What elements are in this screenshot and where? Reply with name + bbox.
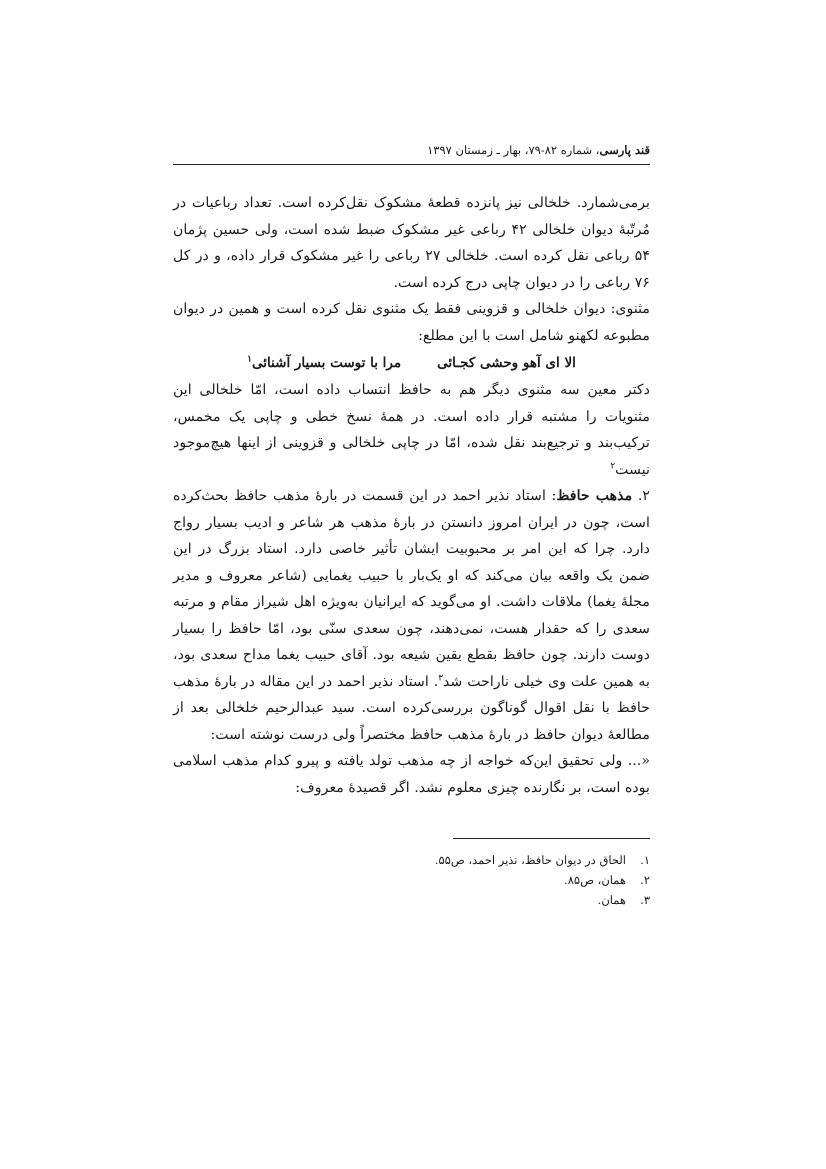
paragraph-religion-text-a: : استاد نذیر احمد در این قسمت در بارهٔ مذهب حافظ بحث‌کرده است، چون در ایران امروز دانستن در بارهٔ مذهب هر شاعر و ادیب بسیار رواج دارد. چرا که این امر بر محبوبیت ایشان تأثیر خاصی دارد. استاد بزرگ در این ضمن یک واقعه بیان می‌کند که او یک‌بار با حبیب یغمایی (شاعر معروف و مدیر مجلهٔ یغما) ملاقات داشت. او می‌گوید که ایرانیان به‌ویژه اهل شیراز مقام و مرتبه سعدی را که حقدار هست، نمی‌دهند، چون سعدی سنّی بود، امّا حافظ را بسیار دوست دارند. چون حافظ بقطع یقین شیعه بود. آقای حبیب یغما مداح سعدی بود، به همین علت وی خیلی ناراحت شد xyxy=(173,488,650,690)
verse-couplet xyxy=(173,349,650,377)
footnote-rule xyxy=(453,838,650,839)
body-text xyxy=(173,190,650,801)
footnote-1 xyxy=(173,850,650,870)
header-rule xyxy=(173,164,650,165)
footnote-number: ۱. xyxy=(640,853,650,867)
footnote-text: همان، ص۸۵. xyxy=(564,873,626,887)
paragraph-quatrains: برمی‌شمارد. خلخالی نیز پانزده قطعهٔ مشکوک نقل‌کرده است. تعداد رباعیات در مُرتّبهٔ دیوان خلخالی ۴۲ رباعی غیر مشکوک ضبط شده است، ولی حسین پژمان ۵۴ رباعی نقل کرده است. خلخالی ۲۷ رباعی را غیر مشکوک قرار داده، و در کل ۷۶ رباعی را در دیوان چاپی درج کرده است. xyxy=(173,195,650,291)
footnotes xyxy=(173,850,650,910)
journal-name: قند پارسی xyxy=(599,143,650,157)
paragraph-religion-text-b: . استاد نذیر احمد در این مقاله در بارهٔ مذهب حافظ با نقل اقوال گوناگون بررسی‌کرده است. سید عبدالرحیم خلخالی بعد از مطالعهٔ دیوان حافظ در بارهٔ مذهب حافظ مختصراً ولی درست نوشته است: xyxy=(173,673,650,743)
footnote-ref-3: ۳ xyxy=(438,672,444,683)
footnote-text: الحاق در دیوان حافظ، نذیر احمد، ص۵۵. xyxy=(434,853,626,867)
item-title: مذهب حافظ xyxy=(556,488,633,504)
item-number: ۲. xyxy=(637,488,650,504)
footnote-number: ۲. xyxy=(640,873,650,887)
paragraph-quote: «... ولی تحقیق این‌که خواجه از چه مذهب تولد یافته و پیرو کدام مذهب اسلامی بوده است، بر نگارنده چیزی معلوم نشد. اگر قصیدهٔ معروف: xyxy=(173,753,650,796)
footnote-ref-1: ۱ xyxy=(247,354,252,365)
footnote-text: همان. xyxy=(597,893,626,907)
paragraph-moein-text: دکتر معین سه مثنوی دیگر هم به حافظ انتساب داده است، امّا خلخالی این مثنویات را مشتبه قرار داده است. در همهٔ نسخ خطی و چاپی یک مخمس، ترکیب‌بند و ترجیع‌بند نقل شده، امّا در چاپی خلخالی و قزوینی از اینها هیچ‌موجود نیست xyxy=(173,382,650,478)
paragraph-religion xyxy=(173,483,650,748)
verse-hemistich-1: الا ای آهو وحشی کجـائی xyxy=(437,355,576,371)
footnote-number: ۳. xyxy=(640,893,650,907)
issue-info: ، شماره ۸۲-۷۹، بهار ـ زمستان ۱۳۹۷ xyxy=(427,143,600,157)
footnote-3 xyxy=(173,890,650,910)
verse-hemistich-2: مرا با توست بسیار آشنائی xyxy=(251,355,402,371)
paragraph-masnavi: مثنوی: دیوان خلخالی و قزوینی فقط یک مثنوی نقل کرده است و همین در دیوان مطبوعه لکهنو شامل است با این مطلع: xyxy=(173,301,650,344)
running-head xyxy=(173,141,650,159)
footnote-2 xyxy=(173,870,650,890)
footnote-ref-2: ۲ xyxy=(610,460,616,471)
paragraph-moein xyxy=(173,377,650,483)
